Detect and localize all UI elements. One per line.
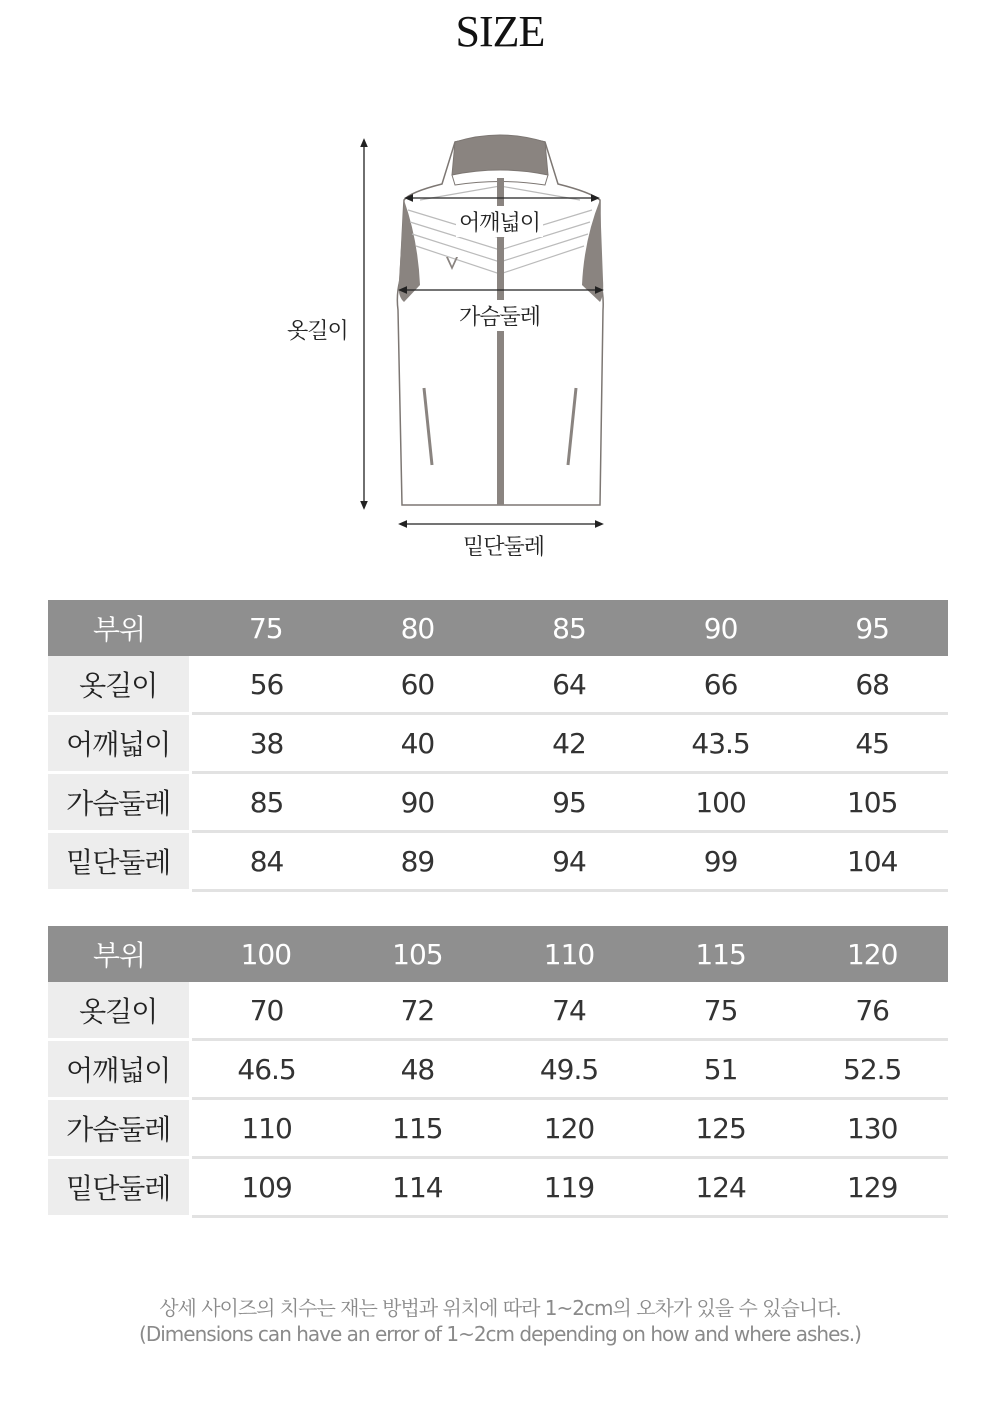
vest-illustration [0,120,1000,570]
row-label: 어깨넓이 [48,1040,190,1099]
size-table-1 [48,600,948,892]
page-title: SIZE [455,7,545,56]
table-row [48,1099,948,1158]
table-cell: 45 [796,714,948,773]
row-label: 밑단둘레 [48,832,190,891]
table-cell: 105 [796,773,948,832]
table-header-row [48,600,948,656]
table-cell: 100 [645,773,797,832]
row-label: 옷길이 [48,656,190,714]
table-cell: 76 [796,982,948,1040]
row-label: 옷길이 [48,982,190,1040]
table-header-row [48,926,948,982]
table-row [48,982,948,1040]
total-length-label: 옷길이 [287,319,348,344]
table-row [48,1158,948,1217]
table-cell: 51 [645,1040,797,1099]
table-cell: 60 [342,656,494,714]
table-row [48,773,948,832]
table-row [48,714,948,773]
table-cell: 85 [190,773,342,832]
table-row [48,832,948,891]
header-cell: 105 [342,926,494,982]
table-row [48,656,948,714]
hem-circumference-label: 밑단둘레 [463,535,545,560]
table-cell: 130 [796,1099,948,1158]
table-cell: 72 [342,982,494,1040]
header-cell: 부위 [48,600,190,656]
table-cell: 124 [645,1158,797,1217]
header-cell: 80 [342,600,494,656]
chest-circumference-label: 가슴둘레 [456,300,543,331]
table-cell: 119 [493,1158,645,1217]
table-cell: 70 [190,982,342,1040]
header-cell: 110 [493,926,645,982]
table-cell: 66 [645,656,797,714]
header-cell: 85 [493,600,645,656]
table-cell: 74 [493,982,645,1040]
table-cell: 40 [342,714,494,773]
header-cell: 90 [645,600,797,656]
row-label: 어깨넓이 [48,714,190,773]
header-cell: 115 [645,926,797,982]
row-label: 가슴둘레 [48,773,190,832]
table-cell: 94 [493,832,645,891]
table-cell: 114 [342,1158,494,1217]
row-label: 밑단둘레 [48,1158,190,1217]
size-table-2 [48,926,948,1218]
table-row [48,1040,948,1099]
table-cell: 68 [796,656,948,714]
table-cell: 95 [493,773,645,832]
vest-diagram [0,120,1000,570]
table-cell: 49.5 [493,1040,645,1099]
table-cell: 56 [190,656,342,714]
shoulder-width-label: 어깨넓이 [456,206,543,237]
table-cell: 110 [190,1099,342,1158]
table-cell: 46.5 [190,1040,342,1099]
header-cell: 95 [796,600,948,656]
table-cell: 42 [493,714,645,773]
table-cell: 84 [190,832,342,891]
table-cell: 104 [796,832,948,891]
table-cell: 52.5 [796,1040,948,1099]
table-cell: 43.5 [645,714,797,773]
table-cell: 64 [493,656,645,714]
header-cell: 부위 [48,926,190,982]
measurement-note-korean: 상세 사이즈의 치수는 재는 방법과 위치에 따라 1~2cm의 오차가 있을 수 있습니다. [159,1296,841,1320]
table-cell: 38 [190,714,342,773]
table-cell: 99 [645,832,797,891]
measurement-note-english: (Dimensions can have an error of 1~2cm depending on how and where ashes.) [139,1322,861,1346]
table-cell: 125 [645,1099,797,1158]
table-cell: 75 [645,982,797,1040]
header-cell: 75 [190,600,342,656]
header-cell: 100 [190,926,342,982]
table-cell: 120 [493,1099,645,1158]
row-label: 가슴둘레 [48,1099,190,1158]
table-cell: 48 [342,1040,494,1099]
table-cell: 109 [190,1158,342,1217]
table-cell: 89 [342,832,494,891]
header-cell: 120 [796,926,948,982]
table-cell: 129 [796,1158,948,1217]
table-cell: 90 [342,773,494,832]
table-cell: 115 [342,1099,494,1158]
